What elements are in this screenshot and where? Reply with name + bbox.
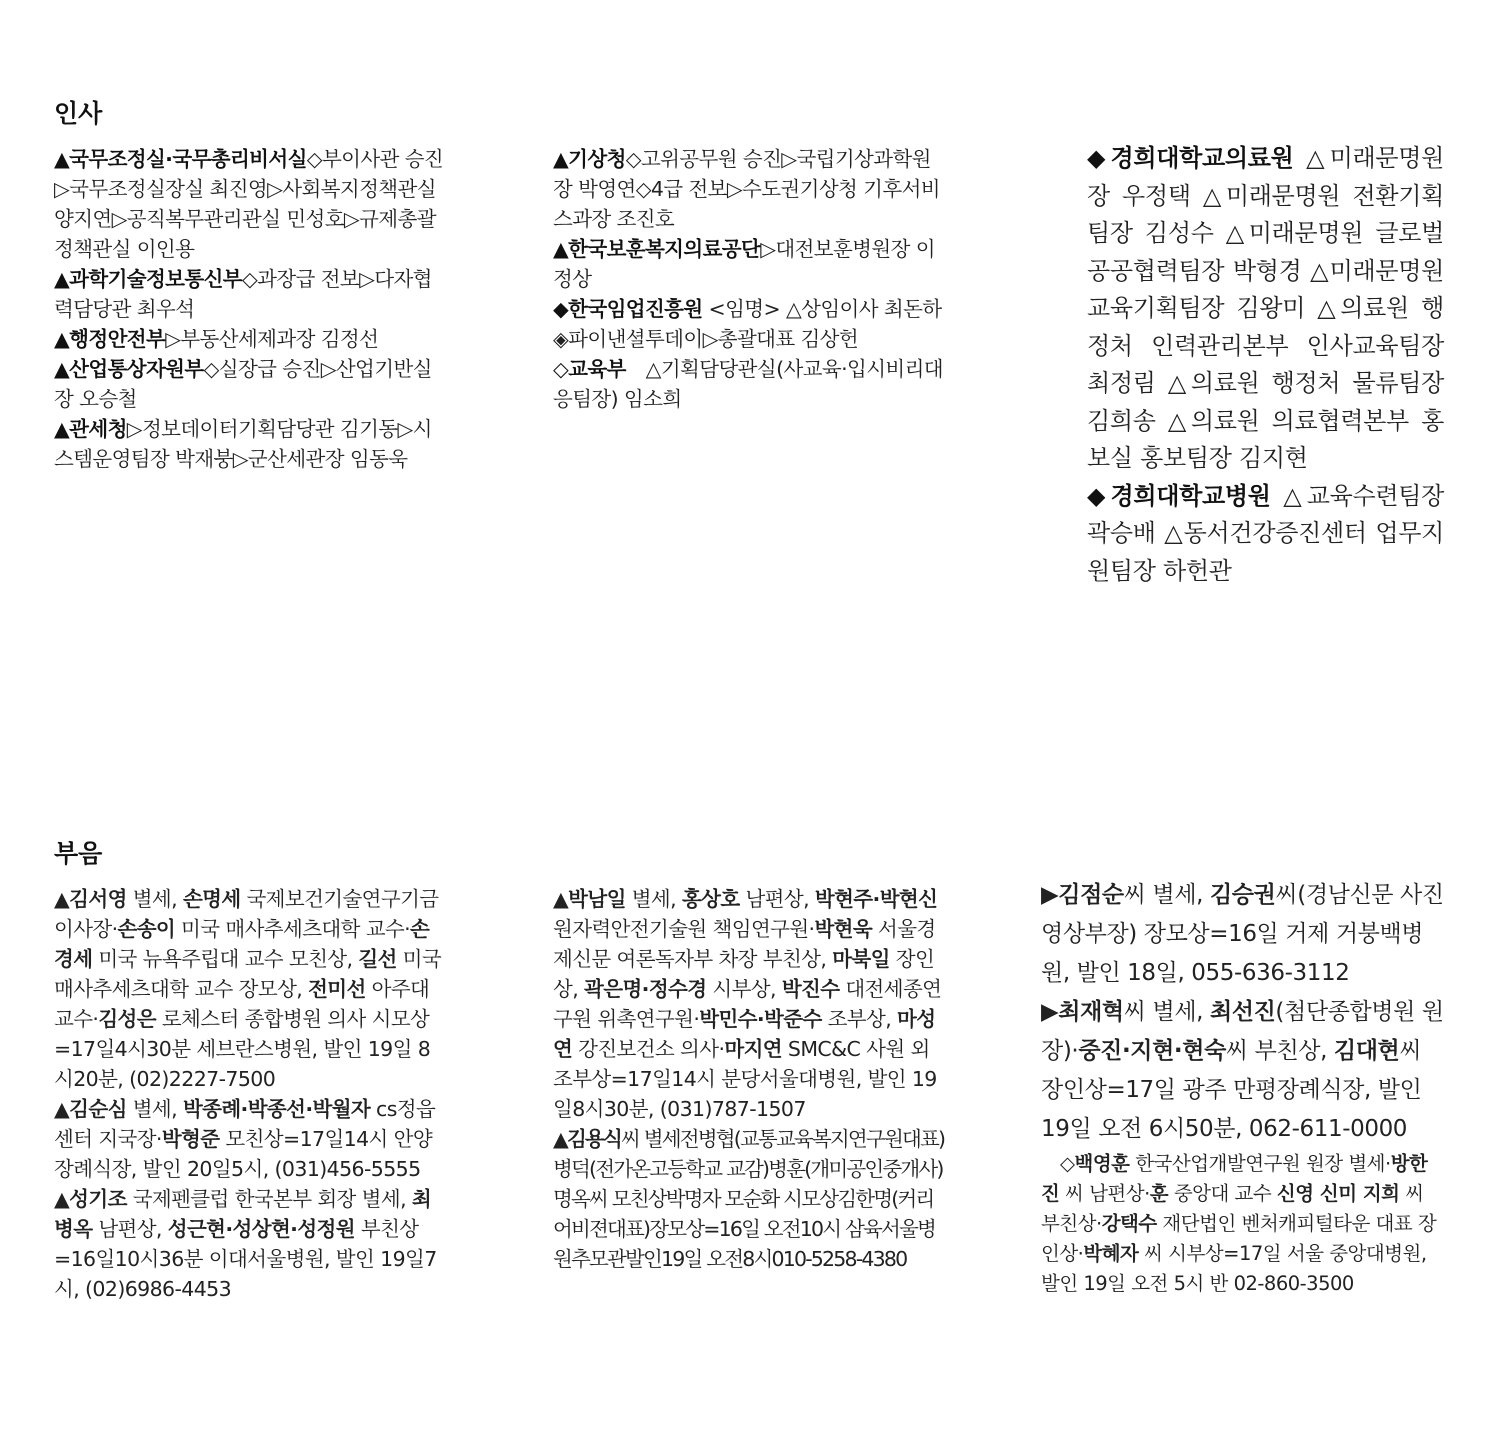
person-name: 길선	[358, 947, 397, 971]
person-name: 훈	[1149, 1182, 1169, 1205]
person-name: 손경세	[54, 917, 430, 971]
person-name: 성근현·성상현·성정원	[167, 1217, 355, 1241]
personnel-column-1	[54, 144, 446, 474]
person-name: 강택수	[1101, 1212, 1157, 1235]
person-name: 전미선	[308, 977, 366, 1001]
personnel-entry	[553, 324, 945, 354]
personnel-entry	[1087, 140, 1444, 478]
personnel-details: △미래문명원장 우정택 △미래문명원 전환기획팀장 김성수 △미래문명원 글로벌공공협력팀장 박형경 △미래문명원 교육기획팀장 김왕미 △의료원 행정처 인력관리본부 인사교육팀장 최정림 △의료원 행정처 물류팀장 김희송 △의료원 의료협력본부 홍보실 홍보팀장 김지현	[1087, 144, 1444, 472]
personnel-details: ▷대전보훈병원장 이정상	[553, 237, 935, 291]
obituary-entry: ▲김용식씨 별세전병협(교통교육복지연구원대표)병덕(전가온고등학교 교감)병훈(개미공인중개사)명옥씨 모친상박명자 모순화 시모상김한명(커리어비젼대표)장모상=16일 오전10시 삼육서울병원추모관발인19일 오전8시010-5258-4380	[553, 1127, 945, 1271]
personnel-entry	[54, 414, 446, 474]
obituary-column-3	[1041, 876, 1445, 1299]
personnel-details: ▷정보데이터기획담당관 김기동▷시스템운영팀장 박재붕▷군산세관장 임동욱	[54, 417, 432, 471]
organization-name: ▲기상청	[553, 147, 626, 171]
person-name: 김대현	[1333, 1038, 1400, 1064]
organization-name: ▲산업통상자원부	[54, 357, 204, 381]
person-name: 홍상호	[681, 887, 740, 911]
personnel-details: ◇과장급 전보▷다자협력담당관 최우석	[54, 267, 432, 321]
personnel-entry	[553, 234, 945, 294]
person-name: 최병옥	[54, 1187, 432, 1241]
section-heading-obituary: 부음	[54, 839, 103, 868]
section-heading-personnel: 인사	[54, 99, 103, 128]
personnel-entry	[553, 144, 945, 234]
person-name: 박진수	[781, 977, 840, 1001]
personnel-entry	[54, 264, 446, 324]
personnel-details: ▷부동산세제과장 김정선	[165, 327, 379, 351]
personnel-entry	[54, 354, 446, 414]
person-name: 마지연	[724, 1037, 782, 1061]
personnel-details: ◇부이사관 승진▷국무조정실장실 최진영▷사회복지정책관실 양지연▷공직복무관리관실 민성호▷규제총괄정책관실 이인용	[54, 147, 444, 261]
obituary-column-2	[553, 884, 945, 1274]
person-name: 마성연	[553, 1007, 936, 1061]
personnel-details: ◇실장급 승진▷산업기반실장 오승철	[54, 357, 432, 411]
person-name: 백영훈	[1074, 1152, 1130, 1175]
organization-name: ◆경희대학교병원	[1087, 481, 1271, 510]
obituary-entry: ▶최재혁씨 별세, 최선진(첨단종합병원 원장)·중진·지현·현숙씨 부친상, 김대현씨 장인상=17일 광주 만평장례식장, 발인 19일 오전 6시50분, 062-611-0000	[1041, 999, 1444, 1142]
person-name: 박현욱	[814, 917, 873, 941]
person-name: 김점순	[1058, 882, 1124, 908]
person-name: 최선진	[1209, 999, 1276, 1025]
person-name: 박현주·박현신	[814, 887, 938, 911]
organization-name: ▲한국보훈복지의료공단	[553, 237, 761, 261]
person-name: 김승권	[1209, 882, 1276, 908]
obituary-entry: ▶김점순씨 별세, 김승권씨(경남신문 사진영상부장) 장모상=16일 거제 거붕백병원, 발인 18일, 055-636-3112	[1041, 882, 1444, 986]
person-name: 박형준	[161, 1127, 220, 1151]
personnel-column-2	[553, 144, 945, 414]
person-name: 김성은	[98, 1007, 156, 1031]
obituary-entry: ▲김서영 별세, 손명세 국제보건기술연구기금 이사장·손송이 미국 매사추세츠대학 교수·손경세 미국 뉴욕주립대 교수 모친상, 길선 미국 매사추세츠대학 교수 장모상, 전미선 아주대 교수·김성은 로체스터 종합병원 의사 시모상=17일4시30분 세브란스병원, 발인 19일 8시20분, (02)2227-7500	[54, 887, 442, 1091]
person-name: 손송이	[117, 917, 176, 941]
personnel-details: △교육수련팀장 곽승배 △동서건강증진센터 업무지원팀장 하헌관	[1087, 481, 1444, 585]
organization-name: ▲관세청	[54, 417, 127, 441]
person-name: 박민수·박준수	[699, 1007, 822, 1031]
person-name: 성기조	[69, 1187, 127, 1211]
organization-name: ◆경희대학교의료원	[1087, 144, 1294, 172]
obituary-entry: ▲김순심 별세, 박종례·박종선·박월자 cs정읍센터 지국장·박형준 모친상=17일14시 안양장례식장, 발인 20일5시, (031)456-5555	[54, 1097, 436, 1181]
personnel-entry	[553, 294, 945, 324]
person-name: 방한진	[1041, 1152, 1428, 1205]
person-name: 최재혁	[1058, 999, 1124, 1025]
organization-name: ◇교육부	[553, 357, 626, 381]
person-name: 마북일	[832, 947, 890, 971]
organization-name: ▲과학기술정보통신부	[54, 267, 242, 291]
person-name: 박혜자	[1083, 1242, 1139, 1265]
person-name: 김순심	[69, 1097, 127, 1121]
personnel-entry	[1087, 478, 1444, 591]
personnel-entry	[54, 144, 446, 264]
personnel-entry	[553, 354, 945, 414]
organization-name: ◆한국임업진흥원	[553, 297, 703, 321]
person-name: 박종례·박종선·박월자	[182, 1097, 371, 1121]
organization-name: ▲국무조정실·국무총리비서실	[54, 147, 307, 171]
organization-name: ▲행정안전부	[54, 327, 166, 351]
person-name: 곽은명·정수경	[584, 977, 707, 1001]
person-name: 손명세	[182, 887, 241, 911]
obituary-column-1	[54, 884, 446, 1304]
person-name: 박남일	[568, 887, 626, 911]
personnel-details: <임명> △상임이사 최돈하	[702, 297, 942, 321]
person-name: 중진·지현·현숙	[1078, 1038, 1226, 1064]
personnel-details: ◈파이낸셜투데이▷총괄대표 김상헌	[553, 327, 859, 351]
person-name: 신영 신미 지희	[1276, 1182, 1400, 1205]
personnel-column-3	[1087, 140, 1444, 590]
person-name: 김용식	[566, 1127, 621, 1151]
obituary-entry: ◇백영훈 한국산업개발연구원 원장 별세·방한진 씨 남편상·훈 중앙대 교수 신영 신미 지희 씨 부친상·강택수 재단법인 벤처캐피털타운 대표 장인상·박혜자 씨 시부상=17일 서울 중앙대병원, 발인 19일 오전 5시 반 02-860-3500	[1041, 1152, 1437, 1295]
personnel-entry	[54, 324, 446, 354]
personnel-details: ◇고위공무원 승진▷국립기상과학원장 박영연◇4급 전보▷수도권기상청 기후서비스과장 조진호	[553, 147, 940, 231]
person-name: 김서영	[69, 887, 127, 911]
obituary-entry: ▲박남일 별세, 홍상호 남편상, 박현주·박현신 원자력안전기술원 책임연구원·박현욱 서울경제신문 여론독자부 차장 부친상, 마북일 장인상, 곽은명·정수경 시부상, 박진수 대전세종연구원 위촉연구원·박민수·박준수 조부상, 마성연 강진보건소 의사·마지연 SMC&C 사원 외조부상=17일14시 분당서울대병원, 발인 19일8시30분, (031)787-1507	[553, 887, 942, 1121]
personnel-details: △기획담당관실(사교육·입시비리대응팀장) 임소희	[553, 357, 944, 411]
obituary-entry: ▲성기조 국제펜클럽 한국본부 회장 별세, 최병옥 남편상, 성근현·성상현·성정원 부친상=16일10시36분 이대서울병원, 발인 19일7시, (02)6986-4453	[54, 1187, 437, 1301]
